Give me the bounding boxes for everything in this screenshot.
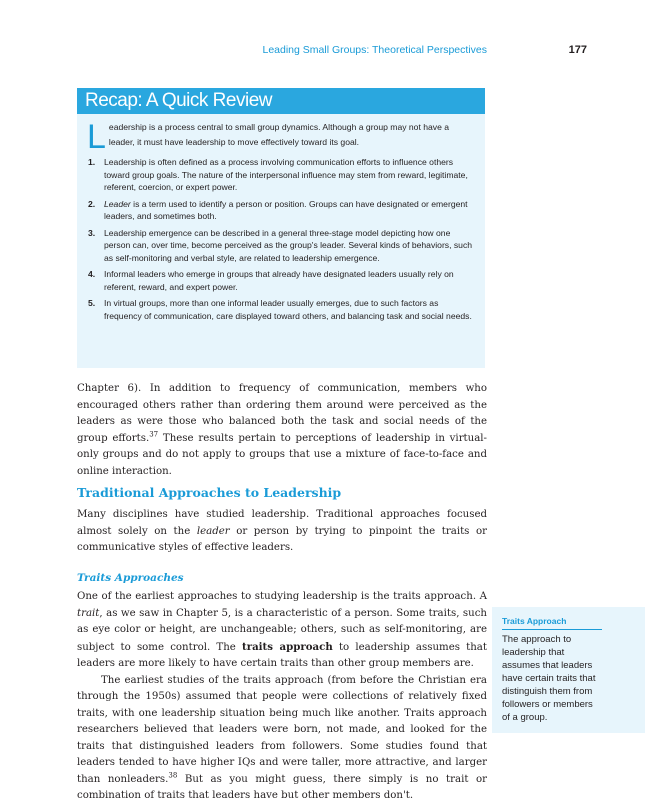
- glossary-definition: The approach to leadership that assumes that leaders have certain traits that distinguish them from followers or members of a group.: [502, 634, 596, 723]
- recap-item-number: 4.: [88, 269, 96, 279]
- recap-item-number: 1.: [88, 157, 96, 167]
- body-text-run: Chapter 6). In addition to frequency of communication, members who encouraged others rather than ordering them around were perceived as the leaders as were those who balanced both the task and social needs of the group efforts.: [77, 383, 487, 444]
- body-text-run: The earliest studies of the traits approach (from before the Christian era through the 1950s) assumed that people were collections of relatively fixed traits, with one leadership situation being much like another. Traits approach researchers believed that leaders were born, not made, and looked for the traits that distinguished leaders from followers. Some studies found that leaders tended to have higher IQs and were taller, more attractive, and larger than nonleaders.: [77, 674, 487, 785]
- body-text-run: But as you might guess, there simply is no trait or combination of traits that leaders have but other members don't.: [77, 773, 487, 801]
- body-paragraphs-traits: [77, 589, 487, 805]
- recap-banner: [77, 88, 485, 114]
- drop-cap: L: [87, 118, 106, 156]
- recap-item-text: Informal leaders who emerge in groups that already have designated leaders usually rely on referent, reward, and expert power.: [104, 269, 454, 292]
- body-text-run: One of the earliest approaches to studying leadership is the traits approach. A: [77, 591, 487, 602]
- key-term-traits-approach: traits approach: [242, 640, 333, 653]
- recap-item: [77, 268, 477, 293]
- recap-item-number: 2.: [88, 198, 96, 209]
- emphasis-trait: trait: [77, 607, 100, 619]
- running-head: [0, 44, 645, 60]
- recap-title: Recap: A Quick Review: [85, 90, 272, 111]
- recap-box: [77, 88, 485, 368]
- body-paragraph-3: [77, 589, 487, 673]
- recap-item-number: 5.: [88, 298, 96, 308]
- running-title: Leading Small Groups: Theoretical Perspectives: [262, 44, 487, 56]
- endnote-ref-37[interactable]: 37: [149, 430, 159, 439]
- body-paragraph-2: [77, 507, 487, 557]
- glossary-term: Traits Approach: [502, 616, 602, 630]
- recap-item: [77, 198, 477, 223]
- recap-item-number: 3.: [88, 227, 96, 238]
- emphasis-leader: leader: [196, 525, 230, 537]
- recap-item: [77, 297, 477, 322]
- recap-intro: [87, 118, 477, 156]
- subsection-heading-traits: Traits Approaches: [77, 572, 184, 584]
- recap-item: [77, 156, 477, 194]
- body-text-run: Many disciplines have studied leadership. Traditional approaches focused almost solely on the: [77, 509, 487, 537]
- margin-glossary-box: [492, 607, 645, 733]
- endnote-ref-38[interactable]: 38: [168, 771, 178, 780]
- body-text-run: or person by trying to pinpoint the traits or communicative styles of effective leaders.: [77, 525, 487, 553]
- recap-item-text: Leadership is often defined as a process involving communication efforts to influence others toward group goals. The nature of the interpersonal influence may stem from reward, legitimate, referent, coercion, or expert power.: [104, 157, 468, 192]
- body-text-run: , as we saw in Chapter 5, is a characteristic of a person. Some traits, such as eye color or height, are unchangeable; others, such as self-monitoring, are subject to some control. The: [77, 607, 487, 653]
- body-text-run: to leadership assumes that leaders are more likely to have certain traits than other group members are.: [77, 641, 487, 669]
- body-paragraph-4: [77, 673, 487, 805]
- recap-item-text: Leadership emergence can be described in a general three-stage model depicting how one person can, over time, become perceived as the group's leader. Several kinds of behaviors, such as self-monitoring and verbal style, are related to leadership emergence.: [104, 227, 473, 263]
- recap-item-text: In virtual groups, more than one informal leader usually emerges, due to such factors as frequency of communication, care displayed toward others, and balancing task and social needs.: [104, 298, 472, 321]
- recap-list: [77, 156, 485, 326]
- section-heading-traditional: Traditional Approaches to Leadership: [77, 485, 342, 500]
- body-text-run: These results pertain to perceptions of leadership in virtual-only groups and do not apply to groups that use a mixture of face-to-face and online interaction.: [77, 432, 487, 477]
- recap-intro-text: eadership is a process central to small group dynamics. Although a group may not have a leader, it must have leadership to move effectively toward its goal.: [108, 122, 450, 147]
- recap-item-text: is a term used to identify a person or position. Groups can have designated or emergent leaders, and sometimes both.: [104, 198, 468, 221]
- body-paragraph-1: [77, 381, 487, 480]
- page-number: 177: [568, 44, 587, 56]
- recap-item-term: Leader: [104, 198, 131, 209]
- recap-item: [77, 227, 477, 265]
